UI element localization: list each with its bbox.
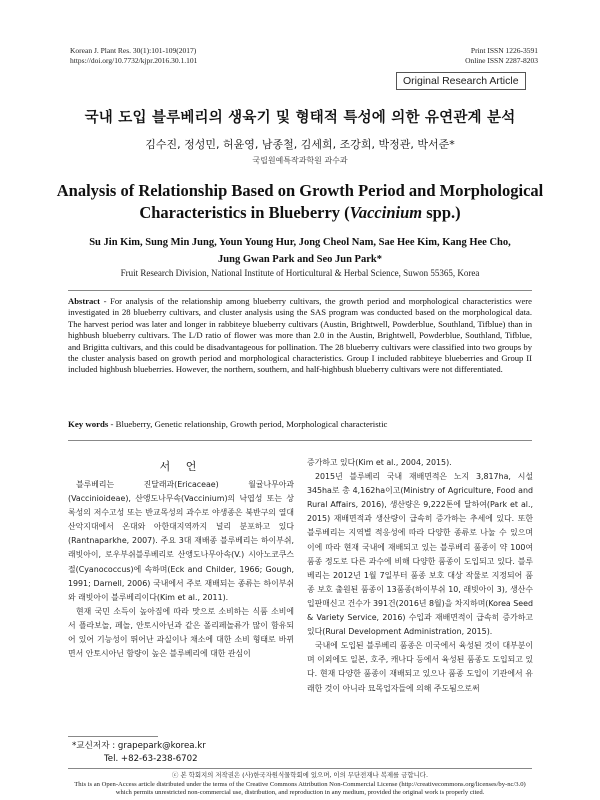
abstract-top-rule xyxy=(68,290,532,291)
abstract-label: Abstract xyxy=(68,296,100,306)
keywords-label: Key words xyxy=(68,419,109,429)
article-type-badge: Original Research Article xyxy=(396,72,526,90)
abstract-text: - For analysis of the relationship among blueberry cultivars, the growth period and morphological characteristics were investigated in 28 blueberry cultivars, and cluster analysis using the SAS program was conducted based on the morphological data. The harvest period was later and longer in rabbiteye blueberry cultivars (Austin, Brightwell, Powderblue, Southland, Tifblue) than in highbush blueberry cultivars. The L/D ratio of flower was more than 2.0 in the Austin, Brightwell, Powderblue, Southland, Tifblue, and Brigitta cultivars, and this could be disadvantageous for pollination. The 28 blueberry cultivars were classified into two groups by the cluster analysis based on growth period and morphological characteristics. Group I included rabbiteye blueberries and Group II included highbush blueberries. However, the northern, southern, and half-highbush blueberry cultivars were not differentiated. xyxy=(68,296,532,375)
footer-rule xyxy=(68,768,532,769)
english-authors-line2: Jung Gwan Park and Seo Jun Park* xyxy=(218,254,382,265)
left-paragraph-2: 현재 국민 소득이 높아짐에 따라 맛으로 소비하는 식품 소비에서 플라보놀, 페놀, 안토시아닌과 같은 폴리페놀류가 많이 함유되어 있어 기능성이 뛰어난 과실이나 채소에 대한 소비 형태로 바뀌면서 안토시아닌 함량이 높은 블루베리에 대한 관심이 xyxy=(68,606,294,659)
doi-link[interactable]: https://doi.org/10.7732/kjpr.2016.30.1.101 xyxy=(70,56,198,65)
english-affiliation: Fruit Research Division, National Institute of Horticultural & Herbal Science, Suwon 55365, Korea xyxy=(120,268,480,278)
english-title-line2: Characteristics in Blueberry (Vaccinium spp.) xyxy=(139,203,461,222)
issn-online: Online ISSN 2287-8203 xyxy=(465,56,538,65)
license-line-2: which permits unrestricted non-commercial use, distribution, and reproduction in any medium, provided the original work is properly cited. xyxy=(115,789,485,796)
korean-affiliation: 국립원예특작과학원 과수과 xyxy=(252,156,348,165)
keywords xyxy=(68,419,387,429)
issn-print: Print ISSN 1226-3591 xyxy=(470,46,538,55)
english-title xyxy=(0,180,600,224)
abstract xyxy=(68,296,532,376)
corresponding-tel: Tel. +82-63-238-6702 xyxy=(104,754,198,764)
english-title-line1: Analysis of Relationship Based on Growth Period and Morphological xyxy=(56,181,544,200)
english-authors-line1: Su Jin Kim, Sung Min Jung, Youn Young Hur, Jong Cheol Nam, Sae Hee Kim, Kang Hee Cho, xyxy=(89,237,511,248)
copyright-notice: ⓒ 본 학회지의 저작권은 (사)한국자원식물학회에 있으며, 이의 무단전재나 복제를 금합니다. xyxy=(172,771,428,779)
english-authors xyxy=(0,234,600,268)
left-column xyxy=(68,478,294,661)
left-paragraph-1: 블루베리는 진달래과(Ericaceae) 월귤나무아과(Vaccinioideae), 산앵도나무속(Vaccinium)의 낙엽성 또는 상록성의 저수고성 또는 반교목성의 과수로 야생종은 북반구의 열대 산악지대에서 온대와 아한대지역까지 널리 분포하고 있다(Rantnaparkhe, 2007). 주요 3대 재배종 블루베리는 하이부쉬, 래빗아이, 로우부쉬블루베리로 산앵도나무아속(V.) 시아노코쿠스절(Cyanococcus)에 속하며(Eck and Childer, 1966; Gough, 1991; Darnell, 2006) 국내에서 주로 재배되는 종류는 하이부쉬와 래빗아이 블루베리이다(Kim et al., 2011). xyxy=(68,480,294,602)
section-title-introduction: 서 언 xyxy=(159,460,203,473)
abstract-bottom-rule xyxy=(68,440,532,441)
corresponding-author: *교신저자 : grapepark@korea.kr xyxy=(72,741,206,751)
right-paragraph-2: 2015년 블루베리 국내 재배면적은 노지 3,817ha, 시설 345ha로 총 4,162ha이고(Ministry of Agriculture, Food and Rural Affairs, 2016), 생산량은 9,222톤에 달하여(Park et al., 2015) 재배면적과 생산량이 급속히 증가하는 추세에 있다. 또한 블루베리는 지역별 적응성에 따라 다양한 종류로 나눌 수 있으며 이에 따라 현재 국내에 재배되고 있는 블루베리 품종이 약 100여 품종 정도로 다른 과수에 비해 다양한 품종이 도입되고 있다. 블루베리는 2012년 1월 7일부터 품종 보호 대상 작물로 지정되어 품종 보호 출원된 품종이 13품종(하이부쉬 10, 래빗아이 3), 생산수입판매신고 건수가 391건(2016년 8월)을 차지하며(Korea Seed & Variety Service, 2016) 수입과 재배면적이 급속히 증가하고 있다(Rural Development Administration, 2015). xyxy=(307,472,533,637)
keywords-text: - Blueberry, Genetic relationship, Growth period, Morphological characteristic xyxy=(108,419,388,429)
right-paragraph-1: 증가하고 있다(Kim et al., 2004, 2015). xyxy=(307,458,452,467)
korean-authors: 김수진, 정성민, 허윤영, 남종철, 김세희, 조강희, 박정관, 박서준* xyxy=(145,138,455,151)
license-line-1: This is an Open-Access article distributed under the terms of the Creative Commons Attribution Non-Commercial License (http://creativecommons.org/licenses/by-nc/3.0) xyxy=(74,781,526,788)
korean-title: 국내 도입 블루베리의 생육기 및 형태적 특성에 의한 유연관계 분석 xyxy=(84,110,516,126)
journal-citation: Korean J. Plant Res. 30(1):101-109(2017) xyxy=(70,46,197,55)
right-paragraph-3: 국내에 도입된 블루베리 품종은 미국에서 육성된 것이 대부분이며 이외에도 일본, 호주, 캐나다 등에서 육성된 품종도 도입되고 있다. 현재 다양한 품종이 재배되고 있으나 품종 도입이 기관에서 유래한 것이 아니라 묘목업자들에 의해 주도됨으로써 xyxy=(307,641,533,693)
footnote-rule xyxy=(68,736,158,737)
right-column xyxy=(307,456,533,696)
